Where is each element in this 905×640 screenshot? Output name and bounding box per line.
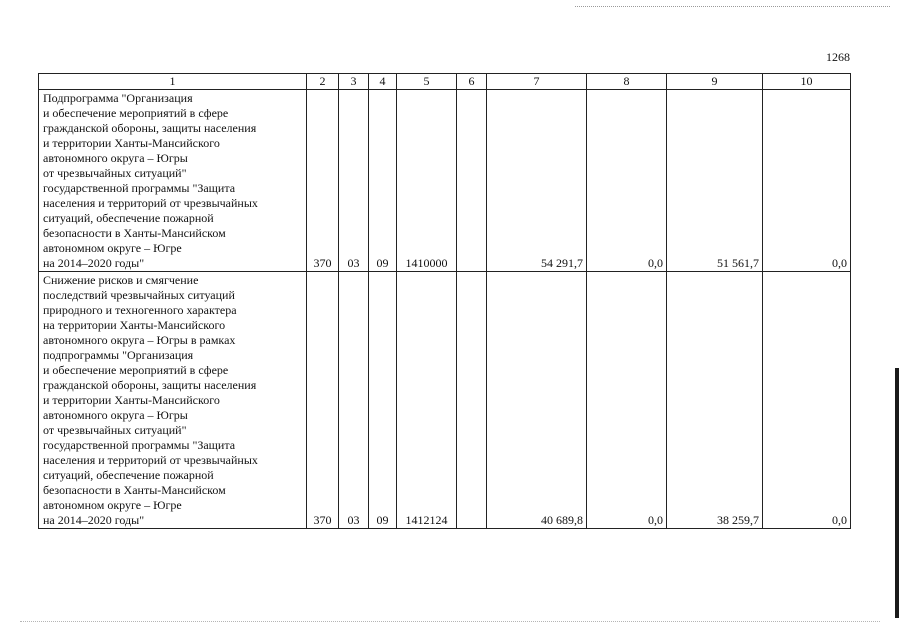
program-name-line: ситуаций, обеспечение пожарной xyxy=(43,468,214,482)
scan-artifact-top xyxy=(575,6,890,7)
header-col-3: 3 xyxy=(339,74,369,90)
program-name-line: государственной программы "Защита xyxy=(43,438,236,452)
program-name-line: безопасности в Ханты-Мансийском xyxy=(43,226,226,240)
cell-c3: 03 xyxy=(339,90,369,272)
scan-edge-mark xyxy=(895,368,899,618)
cell-c2: 370 xyxy=(307,90,339,272)
program-name-line: от чрезвычайных ситуаций" xyxy=(43,166,187,180)
header-col-8: 8 xyxy=(587,74,667,90)
program-name-line: от чрезвычайных ситуаций" xyxy=(43,423,187,437)
program-name-line: Снижение рисков и смягчение xyxy=(43,273,199,287)
program-name-line: автономного округа – Югры в рамках xyxy=(43,333,236,347)
program-name-line: населения и территорий от чрезвычайных xyxy=(43,453,258,467)
program-name-line: гражданской обороны, защиты населения xyxy=(43,121,257,135)
cell-c6 xyxy=(457,272,487,529)
program-name-line: автономного округа – Югры xyxy=(43,151,188,165)
program-name-line: населения и территорий от чрезвычайных xyxy=(43,196,258,210)
program-name-line: и обеспечение мероприятий в сфере xyxy=(43,106,229,120)
cell-c5: 1410000 xyxy=(397,90,457,272)
scan-artifact-bottom xyxy=(20,621,880,622)
table-row xyxy=(39,272,851,529)
cell-c5: 1412124 xyxy=(397,272,457,529)
cell-c9: 38 259,7 xyxy=(667,272,763,529)
cell-c7: 54 291,7 xyxy=(487,90,587,272)
cell-c10: 0,0 xyxy=(763,272,851,529)
program-name-line: на территории Ханты-Мансийского xyxy=(43,318,226,332)
header-col-5: 5 xyxy=(397,74,457,90)
program-name-line: ситуаций, обеспечение пожарной xyxy=(43,211,214,225)
table-row xyxy=(39,90,851,272)
cell-c4: 09 xyxy=(369,272,397,529)
program-name-line: автономном округе – Югре xyxy=(43,241,182,255)
cell-c10: 0,0 xyxy=(763,90,851,272)
cell-c2: 370 xyxy=(307,272,339,529)
header-col-10: 10 xyxy=(763,74,851,90)
cell-c7: 40 689,8 xyxy=(487,272,587,529)
program-name-line: на 2014–2020 годы" xyxy=(43,513,145,527)
header-row xyxy=(39,74,851,90)
header-col-2: 2 xyxy=(307,74,339,90)
program-name-line: и обеспечение мероприятий в сфере xyxy=(43,363,229,377)
program-name-line: безопасности в Ханты-Мансийском xyxy=(43,483,226,497)
program-name-line: гражданской обороны, защиты населения xyxy=(43,378,257,392)
program-name-line: на 2014–2020 годы" xyxy=(43,256,145,270)
cell-c8: 0,0 xyxy=(587,272,667,529)
header-col-9: 9 xyxy=(667,74,763,90)
program-name-line: автономном округе – Югре xyxy=(43,498,182,512)
program-name-line: подпрограммы "Организация xyxy=(43,348,194,362)
page-number: 1268 xyxy=(826,50,850,64)
program-name-line: автономного округа – Югры xyxy=(43,408,188,422)
cell-c8: 0,0 xyxy=(587,90,667,272)
header-col-6: 6 xyxy=(457,74,487,90)
program-name-line: и территории Ханты-Мансийского xyxy=(43,393,220,407)
program-name-line: государственной программы "Защита xyxy=(43,181,236,195)
cell-c9: 51 561,7 xyxy=(667,90,763,272)
cell-program-name xyxy=(39,90,307,272)
program-name-line: последствий чрезвычайных ситуаций xyxy=(43,288,235,302)
program-name-line: и территории Ханты-Мансийского xyxy=(43,136,220,150)
cell-c4: 09 xyxy=(369,90,397,272)
program-name-line: Подпрограмма "Организация xyxy=(43,91,193,105)
header-col-1: 1 xyxy=(39,74,307,90)
header-col-7: 7 xyxy=(487,74,587,90)
program-name-line: природного и техногенного характера xyxy=(43,303,237,317)
cell-program-name xyxy=(39,272,307,529)
budget-table xyxy=(38,73,851,529)
cell-c3: 03 xyxy=(339,272,369,529)
cell-c6 xyxy=(457,90,487,272)
header-col-4: 4 xyxy=(369,74,397,90)
